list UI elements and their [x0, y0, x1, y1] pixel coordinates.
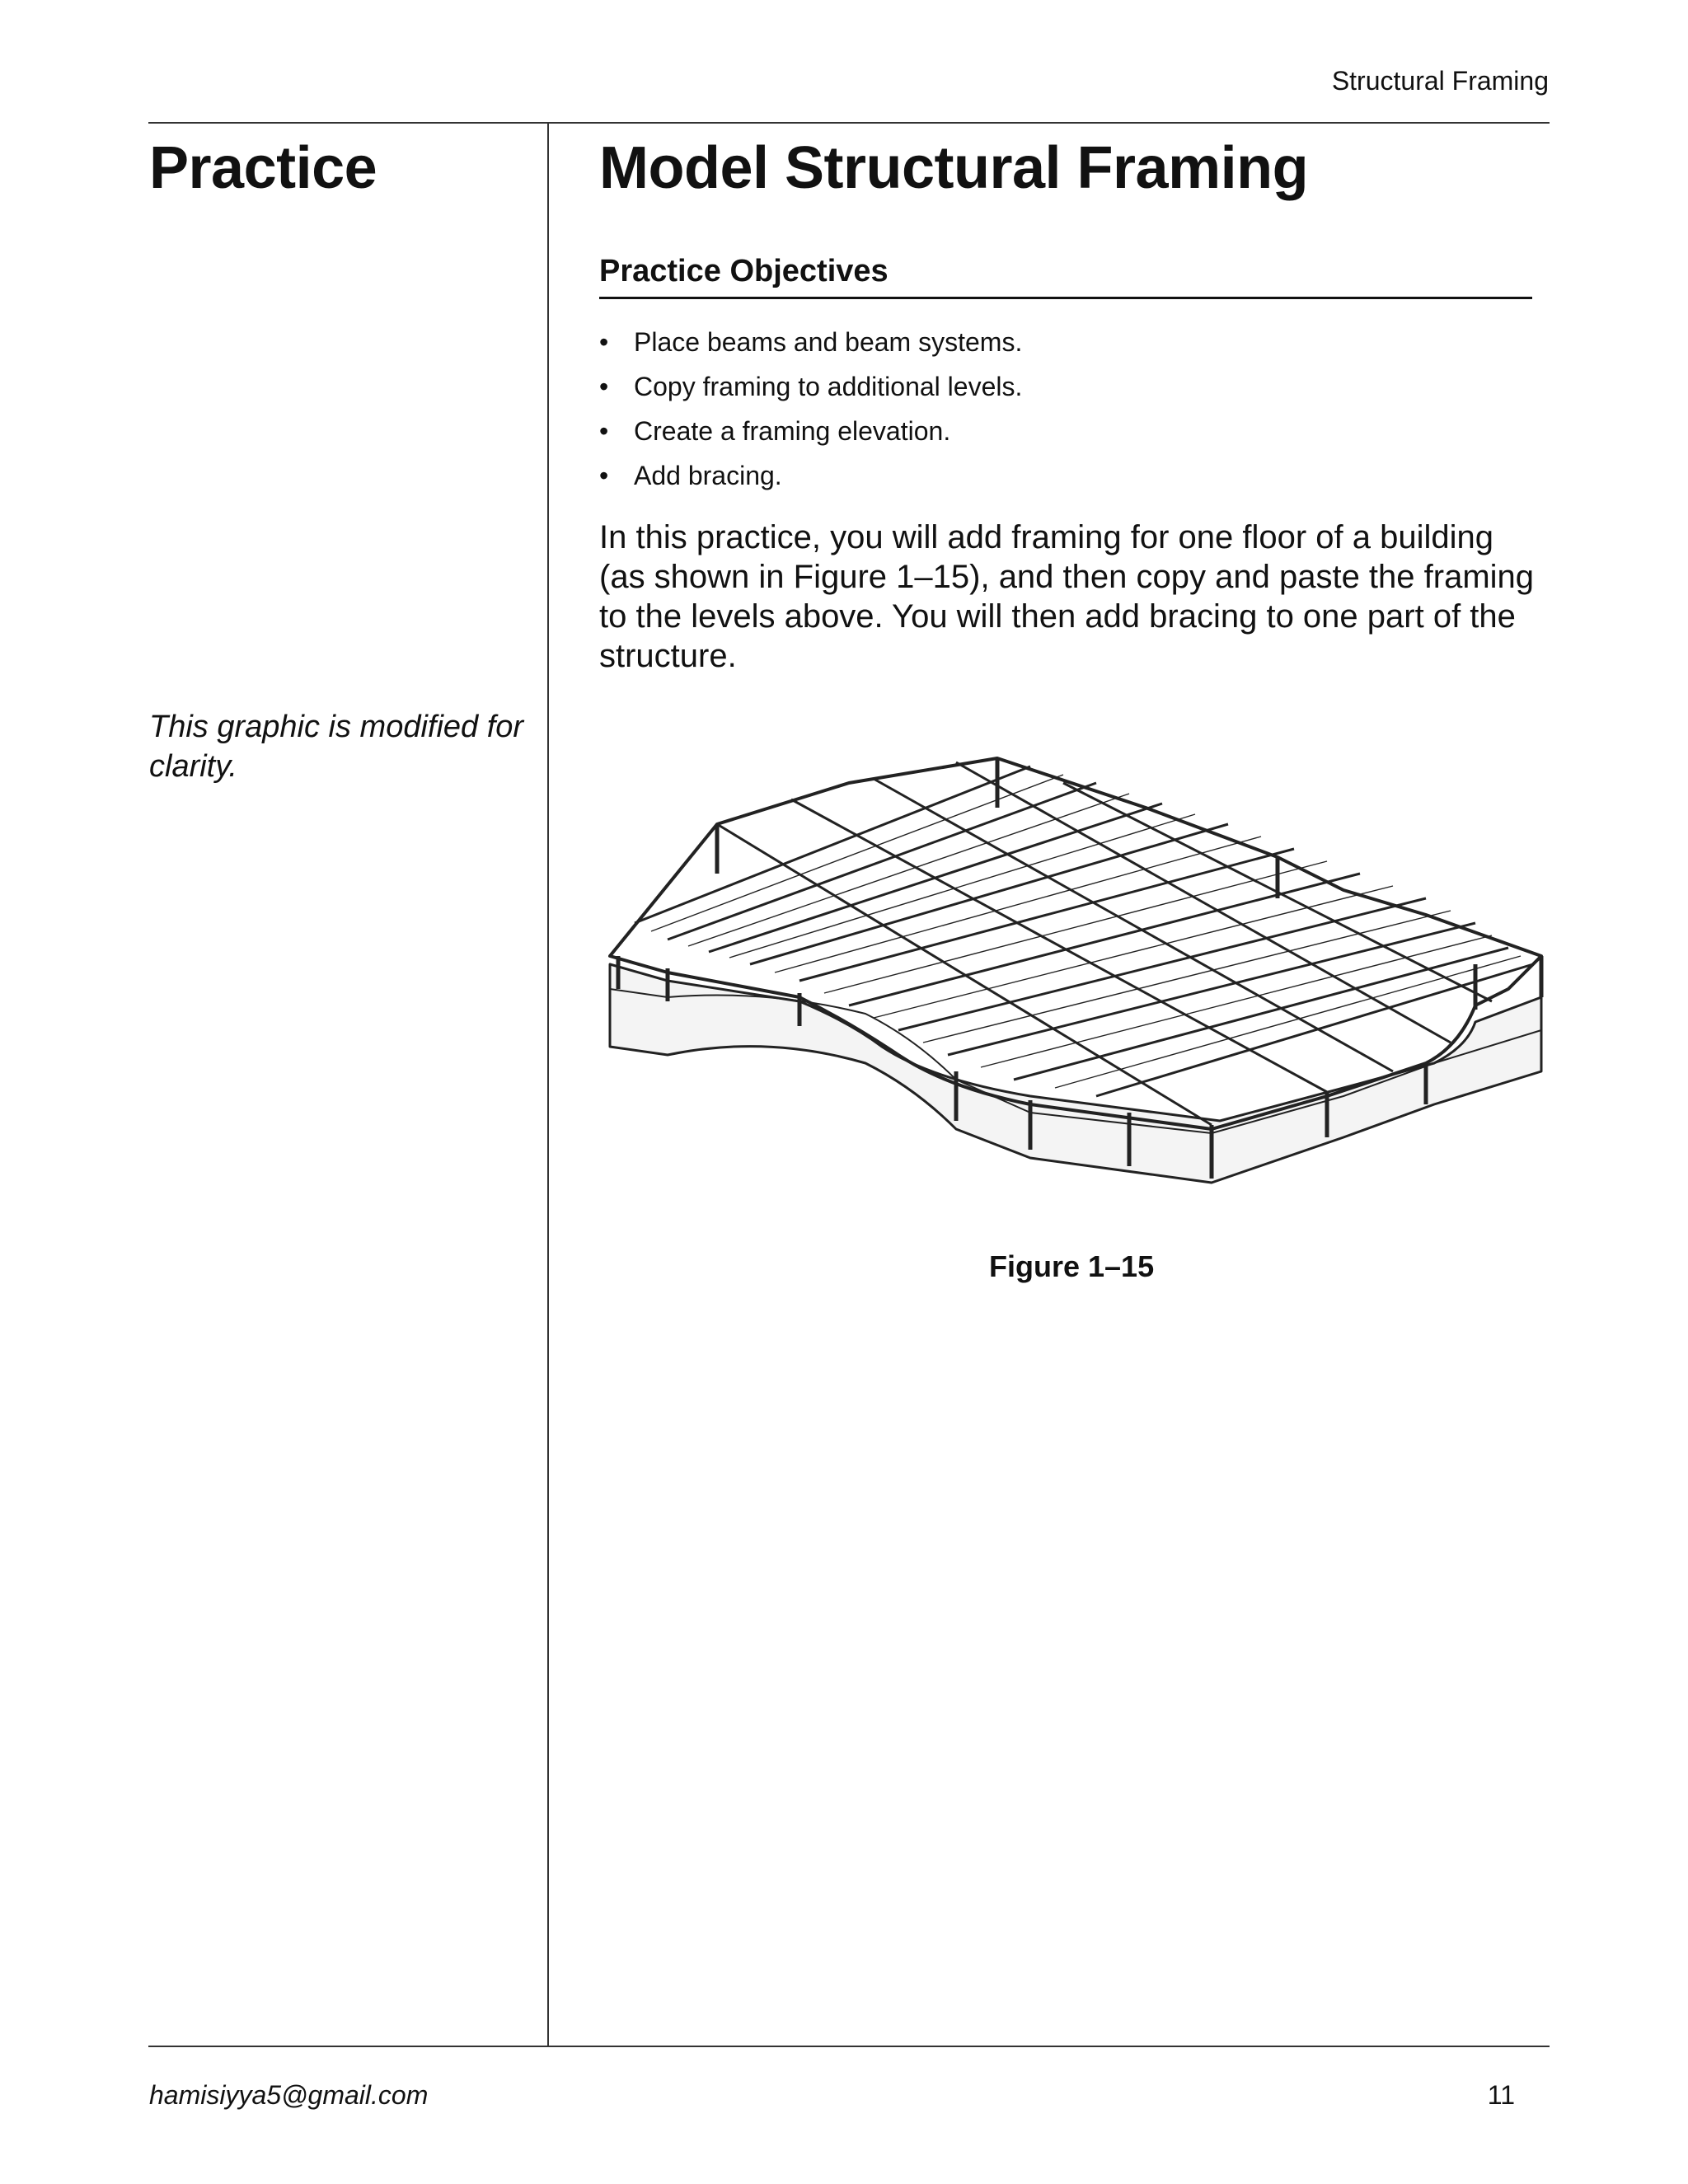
page-number: 11 — [1487, 2080, 1515, 2110]
sidebar-title: Practice — [149, 135, 377, 201]
structural-framing-figure — [602, 717, 1550, 1244]
footer-rule — [148, 2046, 1550, 2047]
objectives-rule — [599, 297, 1532, 299]
footer-email: hamisiyya5@gmail.com — [149, 2080, 429, 2110]
objective-item — [599, 364, 1022, 409]
bullet-icon: • — [599, 416, 609, 446]
bullet-icon: • — [599, 372, 609, 401]
objective-item — [599, 409, 1022, 453]
objectives-list — [599, 320, 1022, 498]
header-rule — [148, 122, 1550, 124]
objective-text: Create a framing elevation. — [634, 416, 951, 446]
running-header: Structural Framing — [1331, 66, 1549, 96]
objective-text: Copy framing to additional levels. — [634, 372, 1023, 401]
foundation-outline — [610, 964, 1541, 1183]
bullet-icon: • — [599, 327, 609, 357]
column-divider — [547, 124, 549, 2046]
page-title: Model Structural Framing — [599, 135, 1309, 201]
beam-grid — [635, 762, 1533, 1125]
objective-item — [599, 320, 1022, 364]
objective-text: Add bracing. — [634, 461, 782, 490]
objective-text: Place beams and beam systems. — [634, 327, 1023, 357]
objective-item — [599, 453, 1022, 498]
figure-caption: Figure 1–15 — [989, 1249, 1155, 1283]
objectives-heading: Practice Objectives — [599, 254, 889, 288]
bullet-icon: • — [599, 461, 609, 490]
sidebar-note: This graphic is modified for clarity. — [149, 710, 524, 784]
intro-paragraph: In this practice, you will add framing for one floor of a building (as shown in Figure 1–15), and then copy and paste the framing to the levels above. You will then add bracing to one part of the structure. — [599, 519, 1535, 674]
